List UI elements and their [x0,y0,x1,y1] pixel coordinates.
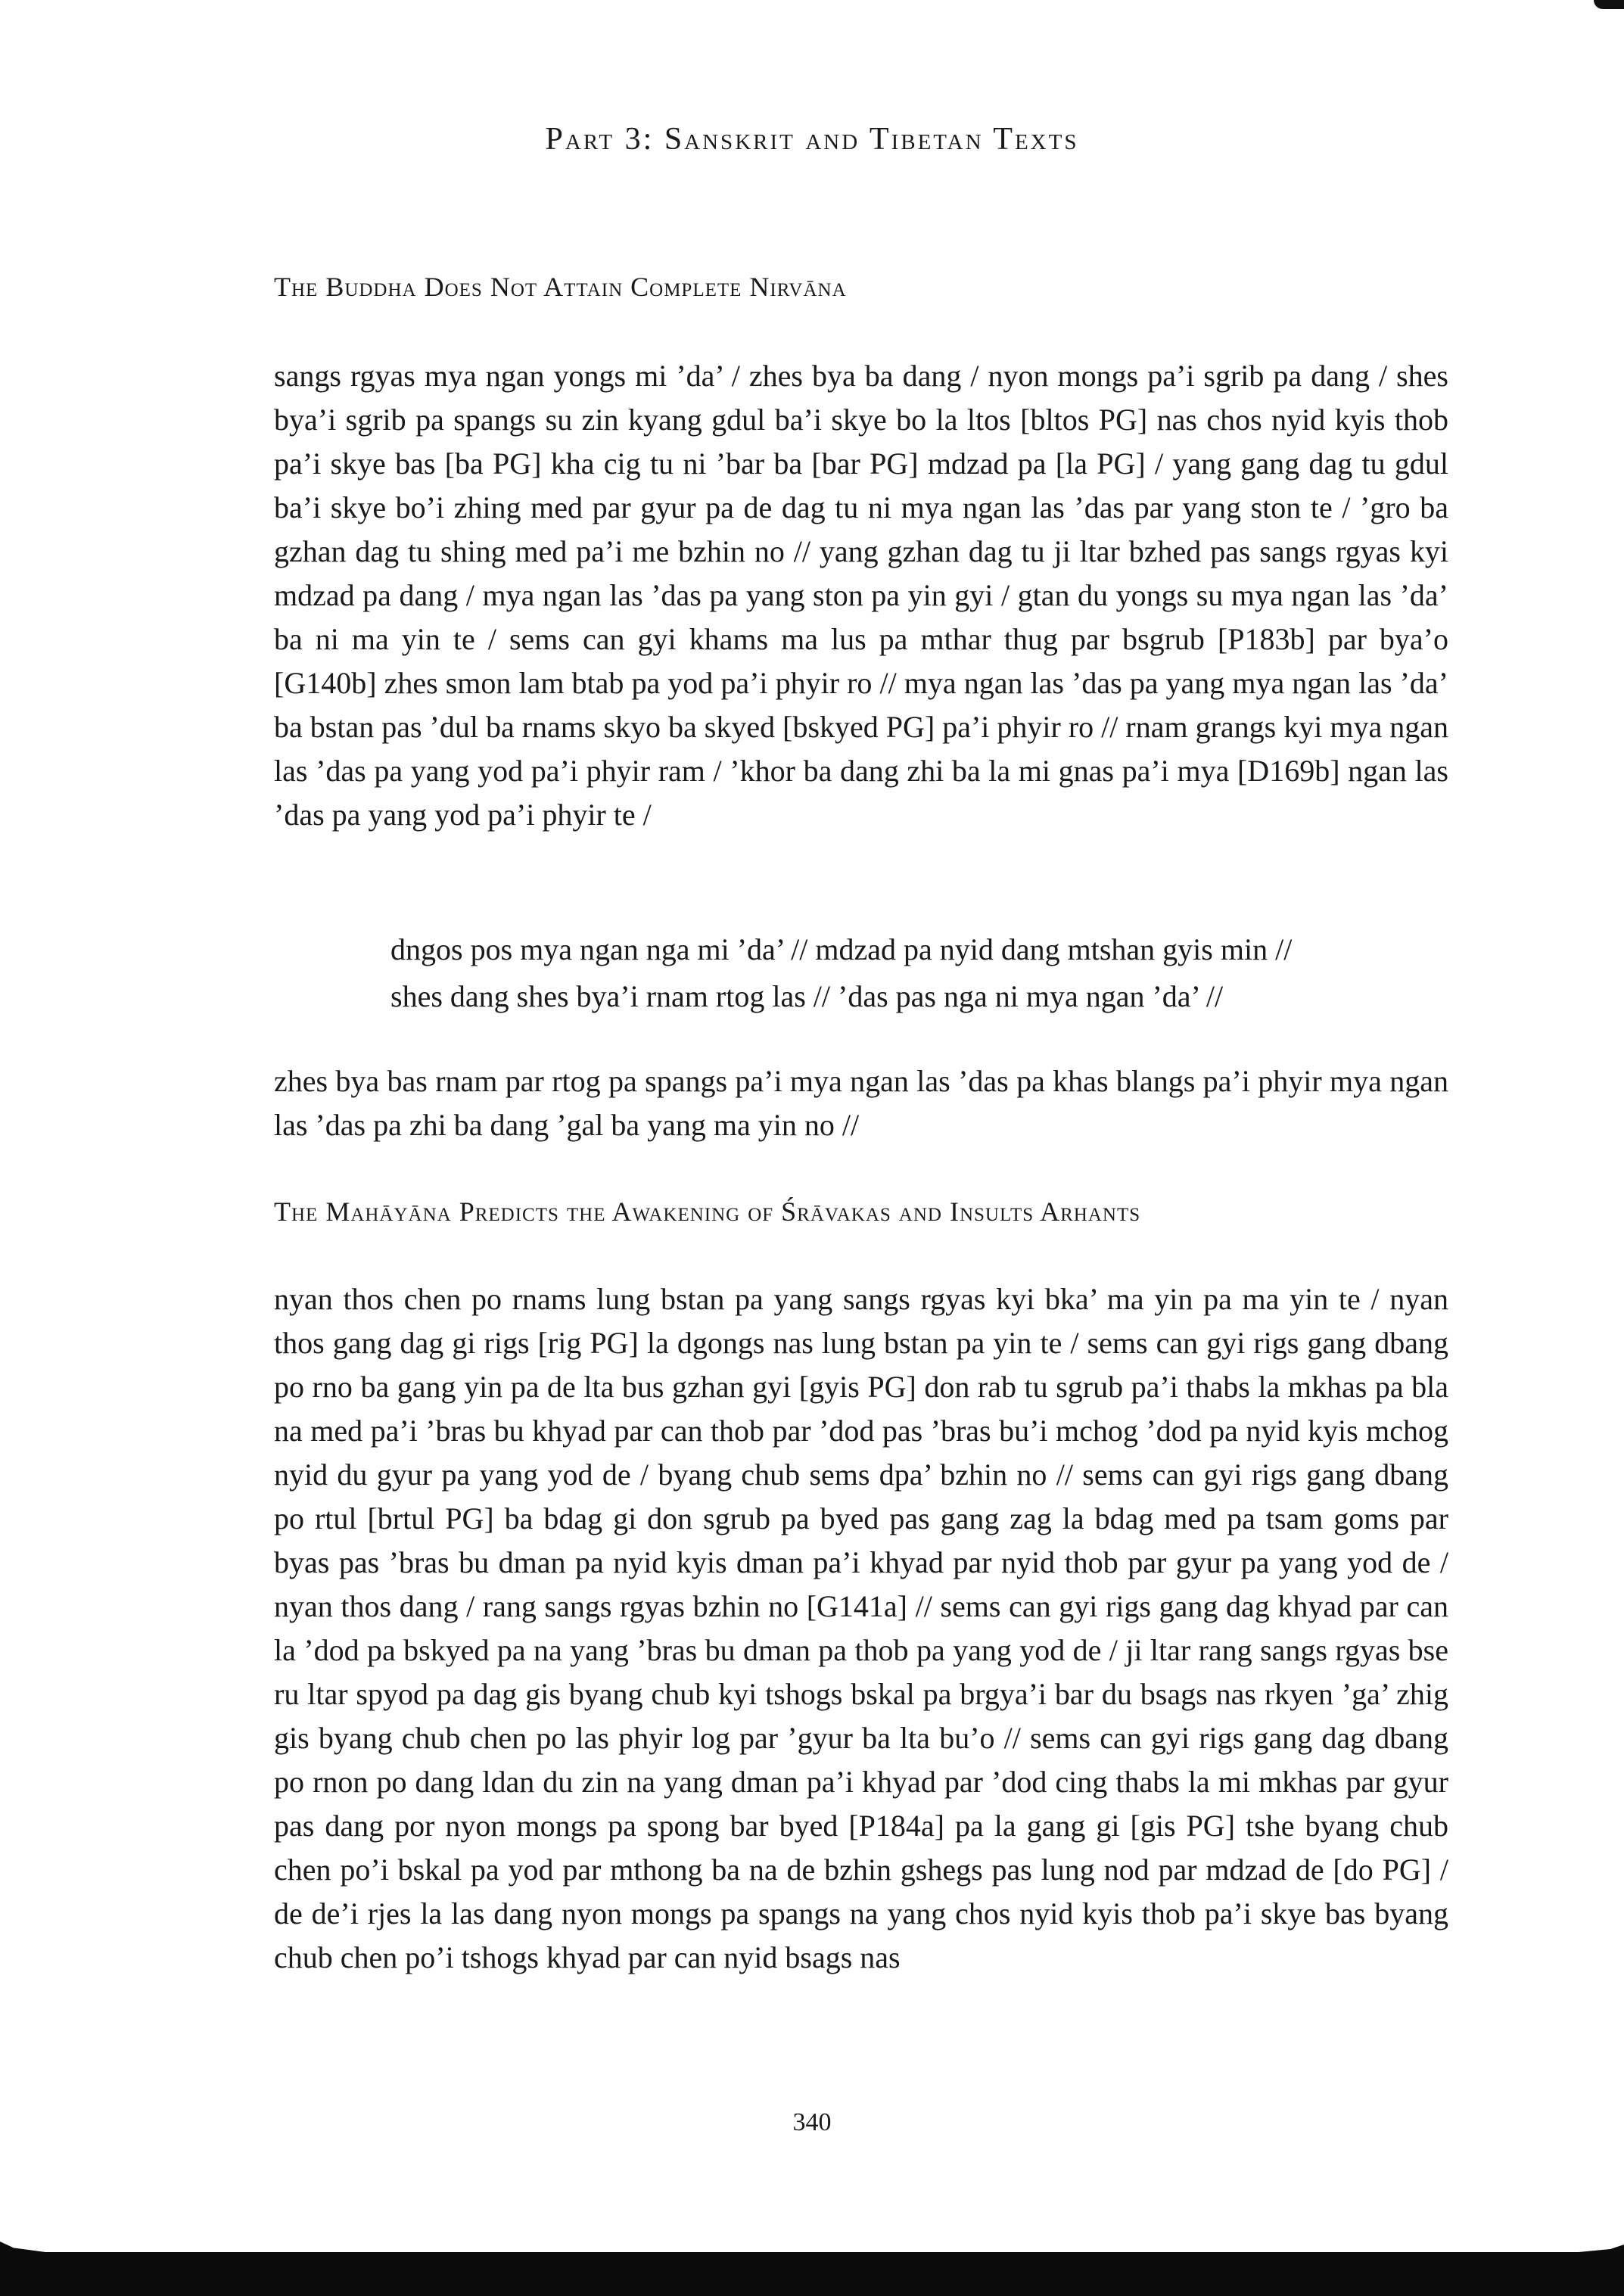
page-edge-mark [1594,0,1624,9]
verse-line-2: shes dang shes bya’i rnam rtog las // ’das pas nga ni mya ngan ’da’ // [390,979,1224,1013]
verse-block [390,926,1292,1020]
section-heading-nirvana: The Buddha Does Not Attain Complete Nirvāna [274,272,847,302]
paragraph-nirvana: sangs rgyas mya ngan yongs mi ’da’ / zhes bya ba dang / nyon mongs pa’i sgrib pa dang / shes bya’i sgrib pa spangs su zin kyang gdul ba’i skye bo la ltos [bltos PG] nas chos nyid kyis thob pa’i skye bas [ba PG] kha cig tu ni ’bar ba [bar PG] mdzad pa [la PG] / yang gang dag tu gdul ba’i skye bo’i zhing med par gyur pa de dag tu ni mya ngan las ’das par yang ston te / ’gro ba gzhan dag tu shing med pa’i me bzhin no // yang gzhan dag tu ji ltar bzhed pas sangs rgyas kyi mdzad pa dang / mya ngan las ’das pa yang ston pa yin gyi / gtan du yongs su mya ngan las ’da’ ba ni ma yin te / sems can gyi khams ma lus pa mthar thug par bsgrub [P183b] par bya’o [G140b] zhes smon lam btab pa yod pa’i phyir ro // mya ngan las ’das pa yang mya ngan las ’da’ ba bstan pas ’dul ba rnams skyo ba skyed [bskyed PG] pa’i phyir ro // rnam grangs kyi mya ngan las ’das pa yang yod pa’i phyir ram / ’khor ba dang zhi ba la mi gnas pa’i mya [D169b] ngan las ’das pa yang yod pa’i phyir te / [274,359,1448,832]
section-heading-mahayana: The Mahāyāna Predicts the Awakening of Śrāvakas and Insults Arhants [274,1196,1141,1227]
paragraph-nirvana-conclusion: zhes bya bas rnam par rtog pa spangs pa’i mya ngan las ’das pa khas blangs pa’i phyir mya ngan las ’das pa zhi ba dang ’gal ba yang ma yin no // [274,1064,1448,1142]
running-head: Part 3: Sanskrit and Tibetan Texts [545,122,1079,157]
scan-bottom-edge [0,2252,1624,2296]
paragraph-mahayana: nyan thos chen po rnams lung bstan pa yang sangs rgyas kyi bka’ ma yin pa ma yin te / nyan thos gang dag gi rigs [rig PG] la dgongs nas lung bstan pa yin te / sems can gyi rigs gang dbang po rno ba gang yin pa de lta bus gzhan gyi [gyis PG] don rab tu sgrub pa’i thabs la mkhas pa bla na med pa’i ’bras bu khyad par can thob par ’dod pas ’bras bu’i mchog ’dod pa nyid kyis mchog nyid du gyur pa yang yod de / byang chub sems dpa’ bzhin no // sems can gyi rigs gang dbang po rtul [brtul PG] ba bdag gi don sgrub pa byed pas gang zag la bdag med pa tsam goms par byas pas ’bras bu dman pa nyid kyis dman pa’i khyad par nyid thob par gyur pa yang yod de / nyan thos dang / rang sangs rgyas bzhin no [G141a] // sems can gyi rigs gang dag khyad par can la ’dod pa bskyed pa na yang ’bras bu dman pa thob pa yang yod de / ji ltar rang sangs rgyas bse ru ltar spyod pa dag gis byang chub kyi tshogs bskal pa brgya’i bar du bsags nas rkyen ’ga’ zhig gis byang chub chen po las phyir log par ’gyur ba lta bu’o // sems can gyi rigs gang dag dbang po rnon po dang ldan du zin na yang dman pa’i khyad par ’dod cing thabs la mi mkhas par gyur pas dang por nyon mongs pa spong bar byed [P184a] pa la gang gi [gis PG] tshe byang chub chen po’i bskal pa yod par mthong ba na de bzhin gshegs pas lung nod par mdzad de [do PG] / de de’i rjes la las dang nyon mongs pa spangs na yang chos nyid kyis thob pa’i skye bas byang chub chen po’i tshogs khyad par can nyid bsags nas [274,1282,1448,1974]
page-number: 340 [792,2108,832,2136]
verse-line-1: dngos pos mya ngan nga mi ’da’ // mdzad pa nyid dang mtshan gyis min // [390,932,1293,966]
